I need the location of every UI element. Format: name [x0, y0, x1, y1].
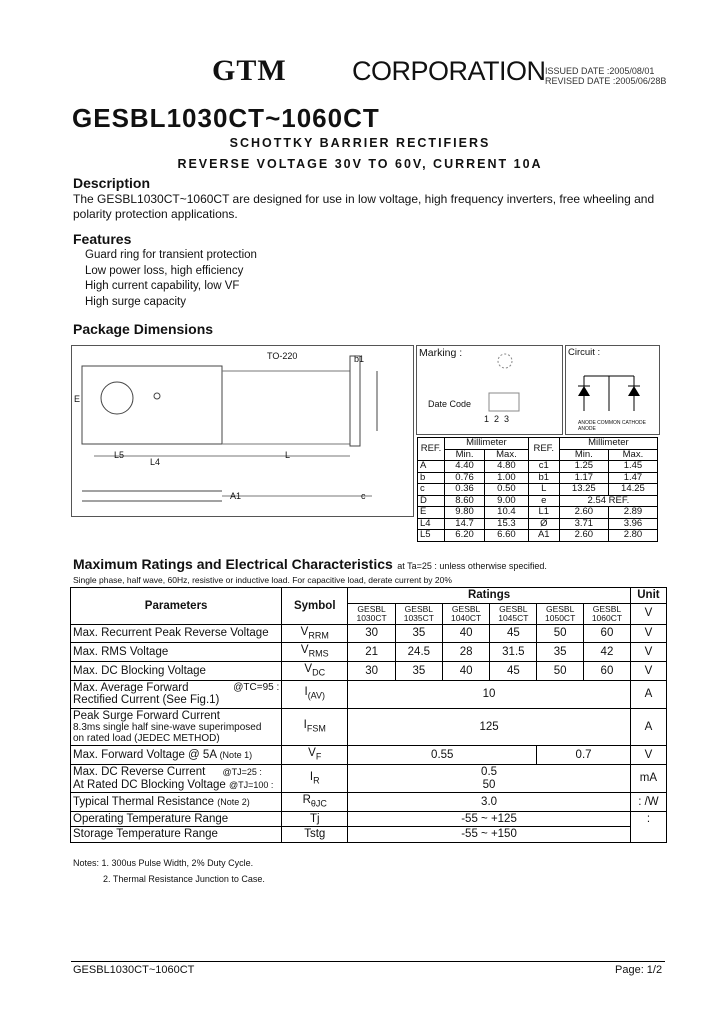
dim-cell: 0.76 — [445, 472, 485, 484]
symbol-main: V — [300, 644, 309, 657]
param-text: Max. Average Forward — [73, 681, 189, 694]
param: Storage Temperature Range — [71, 827, 282, 843]
symbol-sub: FSM — [306, 723, 326, 734]
dim-cell: 9.00 — [485, 495, 529, 507]
feature-item: High current capability, low VF — [85, 280, 240, 292]
dim-label: E — [74, 394, 81, 404]
dim-row — [418, 484, 658, 496]
param — [71, 746, 282, 765]
dim-cell: b1 — [528, 472, 559, 484]
ratings-heading: Maximum Ratings and Electrical Characteristics — [73, 556, 393, 572]
symbol — [282, 680, 348, 708]
dim-cell: L — [528, 484, 559, 496]
dim-cell: L5 — [418, 530, 445, 542]
value: 45 — [490, 624, 537, 643]
value: 50 — [537, 662, 584, 681]
symbol: Tstg — [282, 827, 348, 843]
footer-divider — [71, 961, 665, 962]
dim-max-header: Max. — [485, 449, 529, 461]
unit: V — [630, 643, 666, 662]
marking-label: Marking : — [419, 347, 463, 359]
footer-page: Page: 1/2 — [615, 964, 663, 976]
symbol-sub: R — [313, 775, 320, 786]
symbol — [282, 643, 348, 662]
col-parameters: Parameters — [71, 588, 282, 625]
param-note: (Note 1) — [219, 750, 253, 761]
circuit-label: Circuit : — [568, 347, 601, 358]
param-text: Max. DC Reverse Current — [73, 766, 206, 779]
symbol-main: I — [309, 770, 314, 783]
dim-cell: 2.60 — [559, 507, 608, 519]
value: -55 ~ +125 — [348, 811, 631, 827]
dim-cell: 2.80 — [608, 530, 657, 542]
dim-cell: 0.50 — [485, 484, 529, 496]
param-line — [73, 779, 279, 792]
ratings-heading-line — [73, 556, 547, 574]
part-header: GESBL 1050CT — [537, 603, 584, 624]
corporation-label: CORPORATION — [352, 56, 546, 86]
features-list — [85, 248, 257, 310]
value: 35 — [537, 643, 584, 662]
marking-box — [416, 345, 563, 435]
dim-cell: 2.60 — [559, 530, 608, 542]
symbol-sub: RMS — [308, 648, 329, 659]
value: 60 — [584, 662, 631, 681]
dim-row — [418, 495, 658, 507]
dim-cell: 0.36 — [445, 484, 485, 496]
param-text: At Rated DC Blocking Voltage — [73, 778, 226, 791]
dim-label: b1 — [354, 354, 365, 364]
dim-cell: 1.47 — [608, 472, 657, 484]
col-ratings: Ratings — [348, 588, 631, 604]
param-cond: @TJ=25 : — [222, 767, 262, 778]
dim-cell: c1 — [528, 461, 559, 473]
param — [71, 765, 282, 793]
dim-row — [418, 507, 658, 519]
unit: V — [630, 746, 666, 765]
feature-item: Guard ring for transient protection — [85, 249, 257, 261]
circuit-pin-labels: ANODE COMMON CATHODE ANODE — [578, 420, 646, 432]
dim-cell: Ø — [528, 518, 559, 530]
value: 31.5 — [490, 643, 537, 662]
dim-label: A1 — [230, 491, 242, 501]
symbol — [282, 624, 348, 643]
dim-cell: 1.45 — [608, 461, 657, 473]
dim-min-header: Min. — [445, 449, 485, 461]
rating-row-tstg — [71, 827, 667, 843]
marking-pin: 2 — [494, 414, 500, 424]
dim-row — [418, 472, 658, 484]
dim-cell: 2.54 REF. — [559, 495, 657, 507]
dim-cell: 15.3 — [485, 518, 529, 530]
param — [71, 680, 282, 708]
value: 42 — [584, 643, 631, 662]
subtitle-spec: REVERSE VOLTAGE 30V TO 60V, CURRENT 10A — [177, 157, 543, 171]
symbol-main: V — [308, 747, 316, 760]
dim-cell: 2.89 — [608, 507, 657, 519]
dim-cell: 1.17 — [559, 472, 608, 484]
date-block — [545, 66, 666, 86]
description-heading: Description — [73, 175, 151, 191]
marking-pin: 1 — [484, 414, 490, 424]
value-line: 0.5 — [481, 766, 498, 779]
marking-pin: 3 — [504, 414, 510, 424]
rating-row-iav — [71, 680, 667, 708]
value: 0.7 — [537, 746, 631, 765]
value: -55 ~ +150 — [348, 827, 631, 843]
dim-cell: 14.7 — [445, 518, 485, 530]
value: 30 — [348, 624, 396, 643]
features-heading: Features — [73, 231, 132, 247]
param-line — [73, 766, 279, 779]
rating-row-ir — [71, 765, 667, 793]
feature-item: High surge capacity — [85, 295, 186, 308]
value: 45 — [490, 662, 537, 681]
value: 10 — [348, 680, 631, 708]
dim-cell: 10.4 — [485, 507, 529, 519]
dim-cell: 14.25 — [608, 484, 657, 496]
value: 30 — [348, 662, 396, 681]
param-cond: @TC=95 : — [233, 681, 280, 693]
dim-cell: c — [418, 484, 445, 496]
circuit-box — [565, 345, 660, 435]
dim-cell: 1.00 — [485, 472, 529, 484]
symbol — [282, 746, 348, 765]
rating-row-tj — [71, 811, 667, 827]
part-unit: V — [630, 603, 666, 624]
rating-row-vdc — [71, 662, 667, 681]
part-header: GESBL 1040CT — [442, 603, 490, 624]
issued-date: ISSUED DATE :2005/08/01 — [545, 66, 655, 76]
dim-cell: D — [418, 495, 445, 507]
dim-cell: 6.60 — [485, 530, 529, 542]
rating-row-vf — [71, 746, 667, 765]
dim-label: c — [361, 491, 366, 501]
dim-min-header: Min. — [559, 449, 608, 461]
ratings-heading-note: at Ta=25 : unless otherwise specified. — [397, 561, 547, 571]
symbol: Tj — [282, 811, 348, 827]
value: 35 — [395, 662, 442, 681]
dim-cell: L4 — [418, 518, 445, 530]
date-code-label: Date Code — [428, 399, 472, 409]
symbol — [282, 708, 348, 746]
dimension-table — [417, 437, 658, 542]
part-header: GESBL 1035CT — [395, 603, 442, 624]
col-symbol: Symbol — [282, 588, 348, 625]
unit: V — [630, 624, 666, 643]
param-text: 8.3ms single half sine-wave superimposed — [73, 722, 262, 734]
rating-row-rth — [71, 793, 667, 812]
param — [71, 708, 282, 746]
param-text: on rated load (JEDEC METHOD) — [73, 733, 220, 745]
unit: A — [630, 708, 666, 746]
dim-cell: 13.25 — [559, 484, 608, 496]
dim-cell: 9.80 — [445, 507, 485, 519]
dim-cell: 6.20 — [445, 530, 485, 542]
symbol-main: V — [300, 625, 309, 638]
value: 50 — [537, 624, 584, 643]
param-text: Typical Thermal Resistance — [73, 795, 215, 808]
symbol — [282, 765, 348, 793]
param-text: Peak Surge Forward Current — [73, 709, 221, 722]
revised-date: REVISED DATE :2005/06/28B — [545, 76, 667, 86]
symbol — [282, 793, 348, 812]
note-2: 2. Thermal Resistance Junction to Case. — [103, 874, 265, 884]
param-line — [73, 682, 279, 695]
value: 21 — [348, 643, 396, 662]
dim-cell: 3.71 — [559, 518, 608, 530]
dim-row — [418, 530, 658, 542]
unit: : /W — [630, 793, 666, 812]
dim-cell: L1 — [528, 507, 559, 519]
col-unit: Unit — [630, 588, 666, 604]
value: 60 — [584, 624, 631, 643]
symbol-sub: DC — [312, 667, 326, 678]
rating-row-vrrm — [71, 624, 667, 643]
symbol-main: V — [304, 663, 313, 676]
ratings-condition: Single phase, half wave, 60Hz, resistive or inductive load. For capacitive load, derate current by 20% — [73, 575, 452, 585]
value: 40 — [442, 624, 490, 643]
dim-cell: A — [418, 461, 445, 473]
dim-ref-header: REF. — [418, 438, 445, 461]
dim-cell: 4.40 — [445, 461, 485, 473]
dim-cell: 8.60 — [445, 495, 485, 507]
value: 28 — [442, 643, 490, 662]
page-title: GESBL1030CT~1060CT — [72, 103, 380, 133]
drawing-package-label: TO-220 — [267, 351, 298, 361]
param-note: (Note 2) — [217, 796, 250, 807]
dim-cell: 4.80 — [485, 461, 529, 473]
package-heading: Package Dimensions — [73, 321, 214, 337]
rating-row-ifsm — [71, 708, 667, 746]
value-line: 50 — [482, 778, 496, 791]
param-text: Max. Forward Voltage @ 5A — [73, 749, 217, 762]
symbol-main: I — [304, 686, 308, 699]
footer-part: GESBL1030CT~1060CT — [73, 964, 195, 976]
symbol-sub: RRM — [308, 629, 329, 640]
dim-row — [418, 518, 658, 530]
value: 3.0 — [348, 793, 631, 812]
value: 0.55 — [348, 746, 537, 765]
ratings-table — [70, 587, 667, 843]
value: 125 — [348, 708, 631, 746]
unit: V — [630, 662, 666, 681]
circuit-diagram-svg — [566, 356, 659, 426]
subtitle-type: SCHOTTKY BARRIER RECTIFIERS — [229, 136, 491, 150]
dim-label: L4 — [150, 457, 161, 467]
unit: mA — [630, 765, 666, 793]
param: Max. Recurrent Peak Reverse Voltage — [71, 624, 282, 643]
dim-max-header: Max. — [608, 449, 657, 461]
dim-cell: b — [418, 472, 445, 484]
param: Max. RMS Voltage — [71, 643, 282, 662]
param-text: Rectified Current (See Fig.1) — [73, 694, 220, 707]
package-drawing — [71, 345, 414, 517]
param-cond: @TJ=100 : — [228, 779, 274, 790]
dim-mm-header: Millimeter — [445, 438, 529, 450]
dim-cell: 3.96 — [608, 518, 657, 530]
symbol — [282, 662, 348, 681]
unit: : — [630, 811, 666, 842]
symbol-sub: θJC — [310, 798, 327, 809]
symbol-main: R — [302, 794, 311, 807]
dim-cell: A1 — [528, 530, 559, 542]
dim-label: L5 — [114, 450, 125, 460]
company-logo: GTM — [212, 54, 287, 87]
unit: A — [630, 680, 666, 708]
dim-label: L — [285, 450, 291, 460]
value: 40 — [442, 662, 490, 681]
part-header: GESBL 1045CT — [490, 603, 537, 624]
dim-ref-header: REF. — [528, 438, 559, 461]
rating-row-vrms — [71, 643, 667, 662]
note-1: Notes: 1. 300us Pulse Width, 2% Duty Cycle. — [73, 858, 254, 868]
dim-cell: e — [528, 495, 559, 507]
value — [348, 765, 631, 793]
value: 24.5 — [395, 643, 442, 662]
value: 35 — [395, 624, 442, 643]
description-text: The GESBL1030CT~1060CT are designed for use in low voltage, high frequency inverters, free wheeling and polarity protection applications. — [73, 192, 655, 221]
dim-row — [418, 461, 658, 473]
dim-mm-header: Millimeter — [559, 438, 657, 450]
symbol-sub: (AV) — [307, 690, 326, 701]
feature-item: Low power loss, high efficiency — [85, 264, 244, 277]
dim-cell: E — [418, 507, 445, 519]
symbol-sub: F — [315, 751, 322, 762]
dim-cell: 1.25 — [559, 461, 608, 473]
param: Max. DC Blocking Voltage — [71, 662, 282, 681]
part-header: GESBL 1060CT — [584, 603, 631, 624]
part-header: GESBL 1030CT — [348, 603, 396, 624]
param: Operating Temperature Range — [71, 811, 282, 827]
symbol-main: I — [303, 719, 307, 732]
param — [71, 793, 282, 812]
